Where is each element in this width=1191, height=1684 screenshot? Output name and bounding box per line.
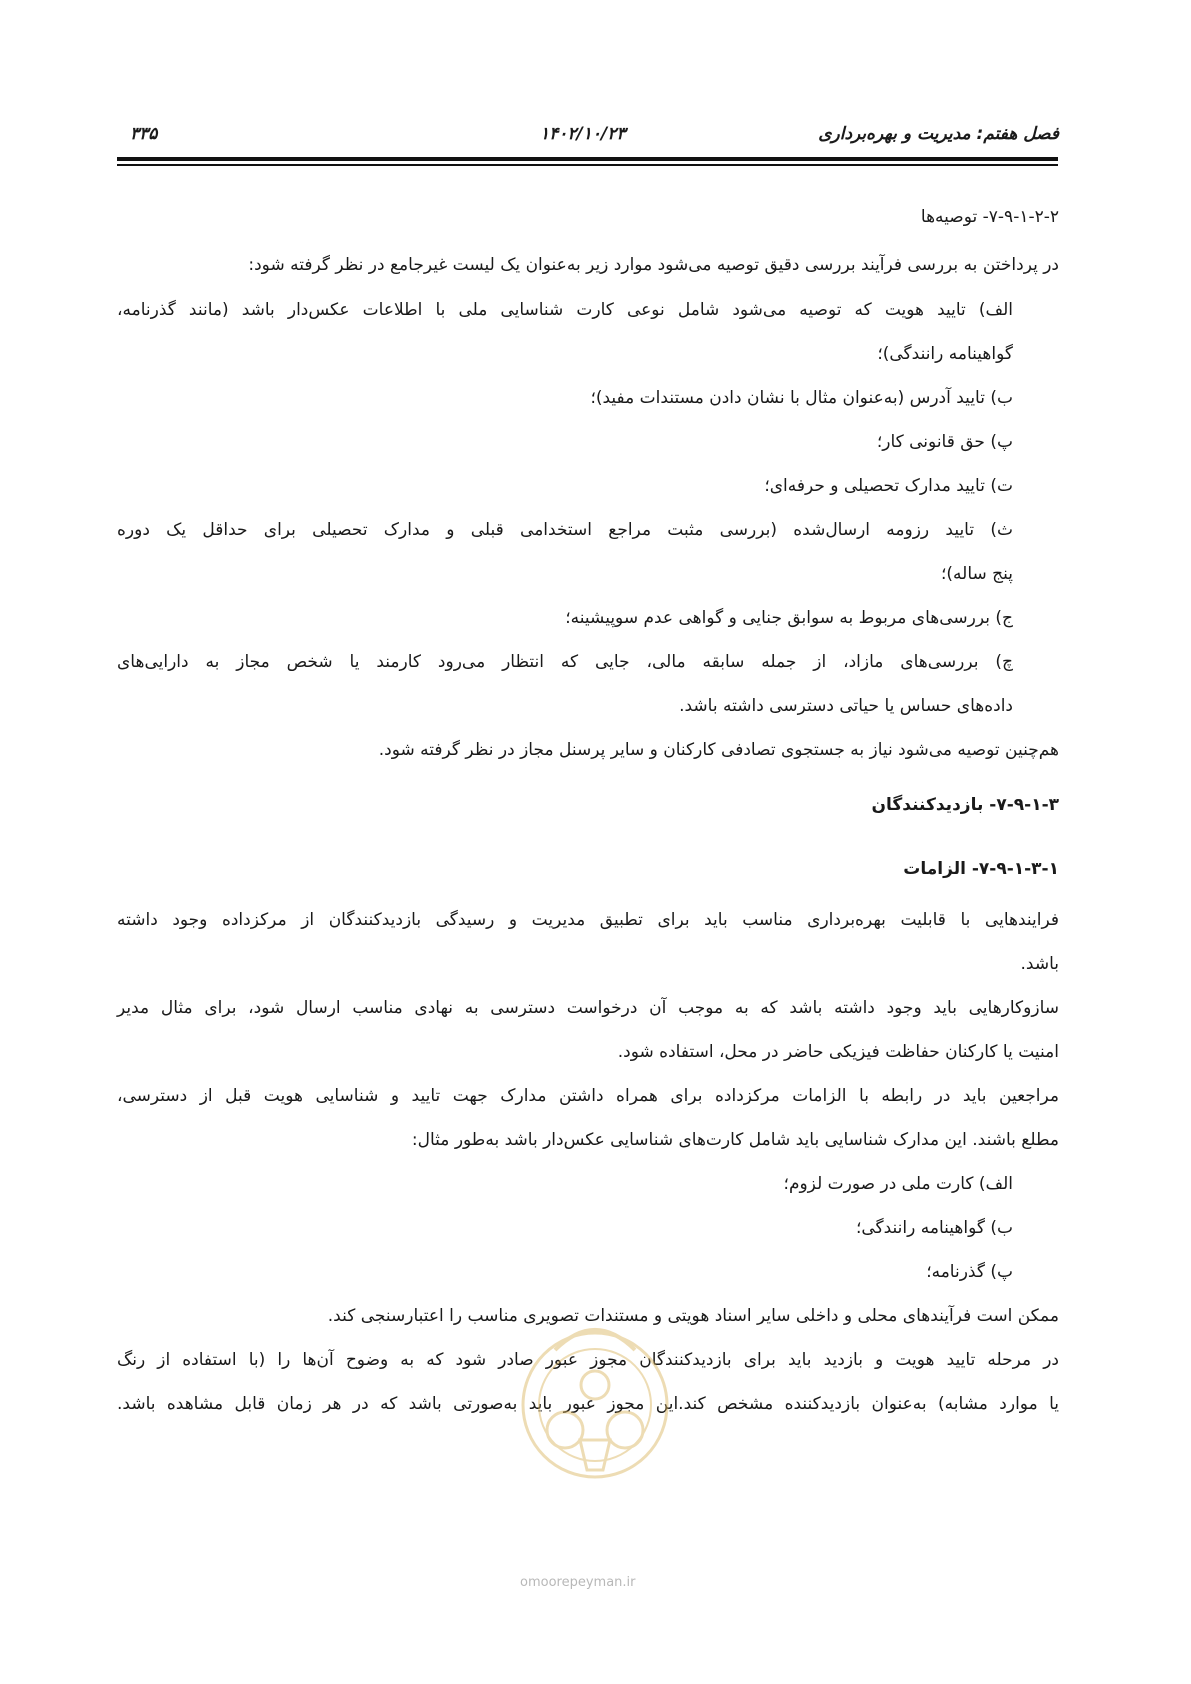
section-heading-visitors: ۷-۹-۱-۳- بازدیدکنندگان xyxy=(871,795,1059,815)
paragraph-line: مطلع باشند. این مدارک شناسایی باید شامل کارت‌های شناسایی عکس‌دار باشد به‌طور مثال: xyxy=(411,1130,1059,1150)
paragraph-line: یا موارد مشابه) به‌عنوان بازدیدکننده مشخص کند.این مجوز عبور باید به‌صورتی باشد که در هر زمان قابل مشاهده باشد. xyxy=(117,1394,1059,1414)
header-rule-thin xyxy=(117,164,1058,166)
list-item-be: ب) گواهینامه رانندگی؛ xyxy=(855,1218,1013,1238)
list-item-continuation: پنج ساله)؛ xyxy=(941,564,1013,584)
section-heading-requirements: ۷-۹-۱-۳-۱- الزامات xyxy=(903,859,1059,879)
paragraph-line: ممکن است فرآیندهای محلی و داخلی سایر اسناد هویتی و مستندات تصویری مناسب را اعتبارسنجی کند. xyxy=(327,1306,1059,1326)
paragraph-line: فرایندهایی با قابلیت بهره‌برداری مناسب باید برای تطبیق مدیریت و رسیدگی بازدیدکنندگان از مرکزداده وجود داشته xyxy=(117,910,1059,930)
list-item-be: ب) تایید آدرس (به‌عنوان مثال با نشان دادن مستندات مفید)؛ xyxy=(590,388,1013,408)
chapter-title: فصل هفتم: مدیریت و بهره‌برداری xyxy=(818,124,1059,144)
list-item-te: ت) تایید مدارک تحصیلی و حرفه‌ای؛ xyxy=(764,476,1013,496)
list-item-alef: الف) کارت ملی در صورت لزوم؛ xyxy=(783,1174,1013,1194)
paragraph-line: امنیت یا کارکنان حفاظت فیزیکی حاضر در محل، استفاده شود. xyxy=(617,1042,1059,1062)
page-number: ۳۳۵ xyxy=(130,124,158,144)
list-item-pe: پ) گذرنامه؛ xyxy=(926,1262,1013,1282)
paragraph-line: باشد. xyxy=(1020,954,1059,974)
list-item-continuation: گواهینامه رانندگی)؛ xyxy=(877,344,1013,364)
list-item-alef: الف) تایید هویت که توصیه می‌شود شامل نوعی کارت شناسایی ملی با اطلاعات عکس‌دار باشد (مانند گذرنامه، xyxy=(117,300,1013,320)
paragraph-line: هم‌چنین توصیه می‌شود نیاز به جستجوی تصادفی کارکنان و سایر پرسنل مجاز در نظر گرفته شود. xyxy=(378,740,1059,760)
section-heading-recommendations: ۷-۹-۱-۲-۲- توصیه‌ها xyxy=(920,207,1059,227)
list-item-jim: ج) بررسی‌های مربوط به سوابق جنایی و گواهی عدم سوپیشینه؛ xyxy=(565,608,1013,628)
paragraph-line: مراجعین باید در رابطه با الزامات مرکزداده برای همراه داشتن مدارک جهت تایید و شناسایی هویت قبل از دسترسی، xyxy=(117,1086,1059,1106)
paragraph-line: سازوکارهایی باید وجود داشته باشد که به موجب آن درخواست دسترسی به نهادی مناسب ارسال شود، برای مثال مدیر xyxy=(117,998,1059,1018)
header-date: ۱۴۰۲/۱۰/۲۳ xyxy=(540,124,626,144)
list-item-se: ث) تایید رزومه ارسال‌شده (بررسی مثبت مراجع استخدامی قبلی و مدارک تحصیلی برای حداقل یک دوره xyxy=(117,520,1013,540)
watermark-site-text: omoorepeyman.ir xyxy=(520,1575,636,1590)
header-rule-thick xyxy=(117,157,1058,161)
paragraph-line: در پرداختن به بررسی فرآیند بررسی دقیق توصیه می‌شود موارد زیر به‌عنوان یک لیست غیرجامع در نظر گرفته شود: xyxy=(248,255,1059,275)
paragraph-line: در مرحله تایید هویت و بازدید باید برای بازدیدکنندگان مجوز عبور صادر شود که به وضوح آن‌ها را (با استفاده از رنگ xyxy=(117,1350,1059,1370)
watermark-seal-icon xyxy=(495,1290,695,1510)
list-item-che: چ) بررسی‌های مازاد، از جمله سابقه مالی، جایی که انتظار می‌رود کارمند یا شخص مجاز به دارایی‌های xyxy=(117,652,1013,672)
list-item-continuation: داده‌های حساس یا حیاتی دسترسی داشته باشد. xyxy=(679,696,1013,716)
list-item-pe: پ) حق قانونی کار؛ xyxy=(876,432,1013,452)
